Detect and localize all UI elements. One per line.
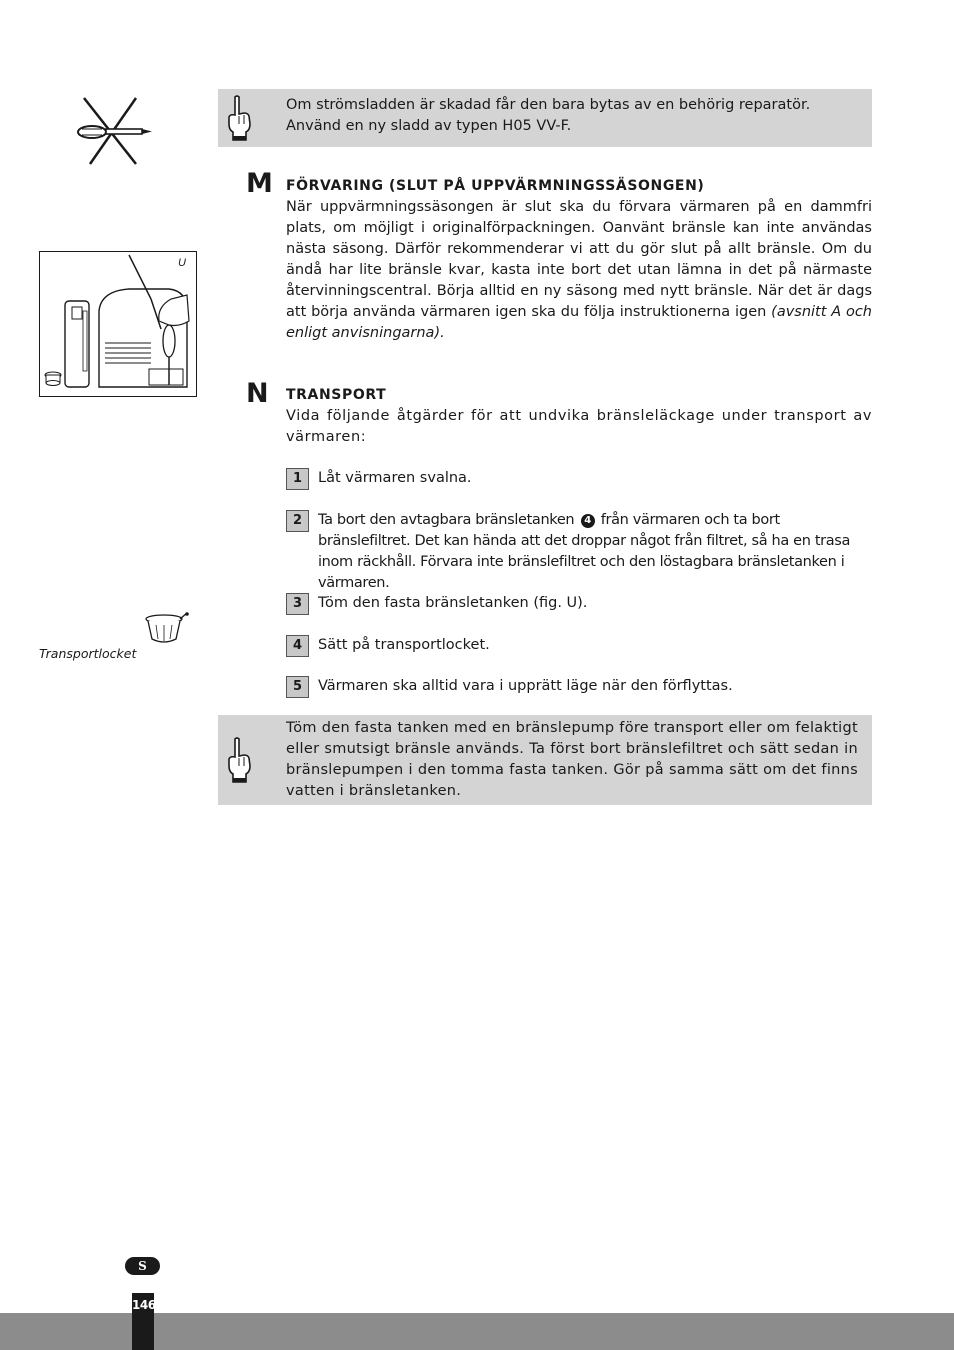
language-badge: S bbox=[125, 1257, 160, 1275]
pointing-hand-icon bbox=[226, 736, 254, 784]
transport-cap-icon bbox=[142, 611, 190, 649]
transport-cap-caption: Transportlocket bbox=[39, 646, 137, 661]
section-m-title: FÖRVARING (SLUT PÅ UPPVÄRMNINGSSÄSONGEN) bbox=[286, 178, 705, 194]
note-pump-text: Töm den fasta tanken med en bränslepump före transport eller om felaktigt eller smutsigt bränsle används. Ta först bort bränslefiltret och sätt sedan in bränslepumpen i den tomma fasta tanken. Gör på samma sätt om det finns vatten i bränsletanken. bbox=[286, 720, 858, 799]
step-number: 5 bbox=[286, 676, 309, 698]
section-m-body bbox=[286, 197, 872, 344]
section-n-intro: Vida följande åtgärder för att undvika bränsleläckage under transport av värmaren: bbox=[286, 408, 872, 445]
step-text: Töm den fasta bränsletanken (fig. U). bbox=[318, 595, 588, 611]
figure-u-illustration bbox=[39, 251, 197, 397]
step-text: Låt värmaren svalna. bbox=[318, 470, 472, 486]
step-text: Värmaren ska alltid vara i upprätt läge när den förflyttas. bbox=[318, 678, 733, 694]
section-n-letter: N bbox=[246, 378, 269, 409]
step-text bbox=[318, 510, 872, 594]
step-number: 1 bbox=[286, 468, 309, 490]
step-number: 3 bbox=[286, 593, 309, 615]
step-number: 4 bbox=[286, 635, 309, 657]
section-m-body-italic: (avsnitt A och enligt anvisningarna). bbox=[286, 304, 872, 341]
step-number: 2 bbox=[286, 510, 309, 532]
section-n-title: TRANSPORT bbox=[286, 387, 387, 403]
step-text: Sätt på transportlocket. bbox=[318, 637, 490, 653]
section-m-letter: M bbox=[246, 168, 273, 199]
note-cord-text: Om strömsladden är skadad får den bara bytas av en behörig reparatör. Använd en ny sladd av typen H05 VV-F. bbox=[286, 97, 811, 134]
figure-u-label: U bbox=[178, 257, 186, 269]
section-m-body-text: När uppvärmningssäsongen är slut ska du förvara värmaren på en dammfri plats, om möjligt i originalförpackningen. Oanvänt bränsle kan inte användas nästa säsong. Därför rekommenderar vi att du gör slut på allt bränsle. Om du ändå har lite bränsle kvar, kasta inte bort det utan lämna in det på närmaste återvinningscentral. Börja alltid en ny säsong med nytt bränsle. När det är dags att börja använda värmaren igen ska du följa instruktionerna igen bbox=[286, 199, 872, 320]
part-reference-badge: 4 bbox=[581, 514, 595, 528]
note-cord bbox=[218, 89, 872, 147]
pointing-hand-icon bbox=[226, 94, 254, 142]
no-screwdriver-icon bbox=[74, 96, 156, 166]
step-text-part: från värmaren och ta bort bränslefiltret. Det kan hända att det droppar något från filtret, så ha en trasa inom räckhåll. Förvara inte bränslefiltret och den löstagbara bränsletanken i värmaren. bbox=[318, 512, 851, 591]
step-text-part: Ta bort den avtagbara bränsletanken bbox=[318, 512, 575, 528]
page-number: 146 bbox=[132, 1298, 156, 1312]
note-pump bbox=[218, 715, 872, 805]
